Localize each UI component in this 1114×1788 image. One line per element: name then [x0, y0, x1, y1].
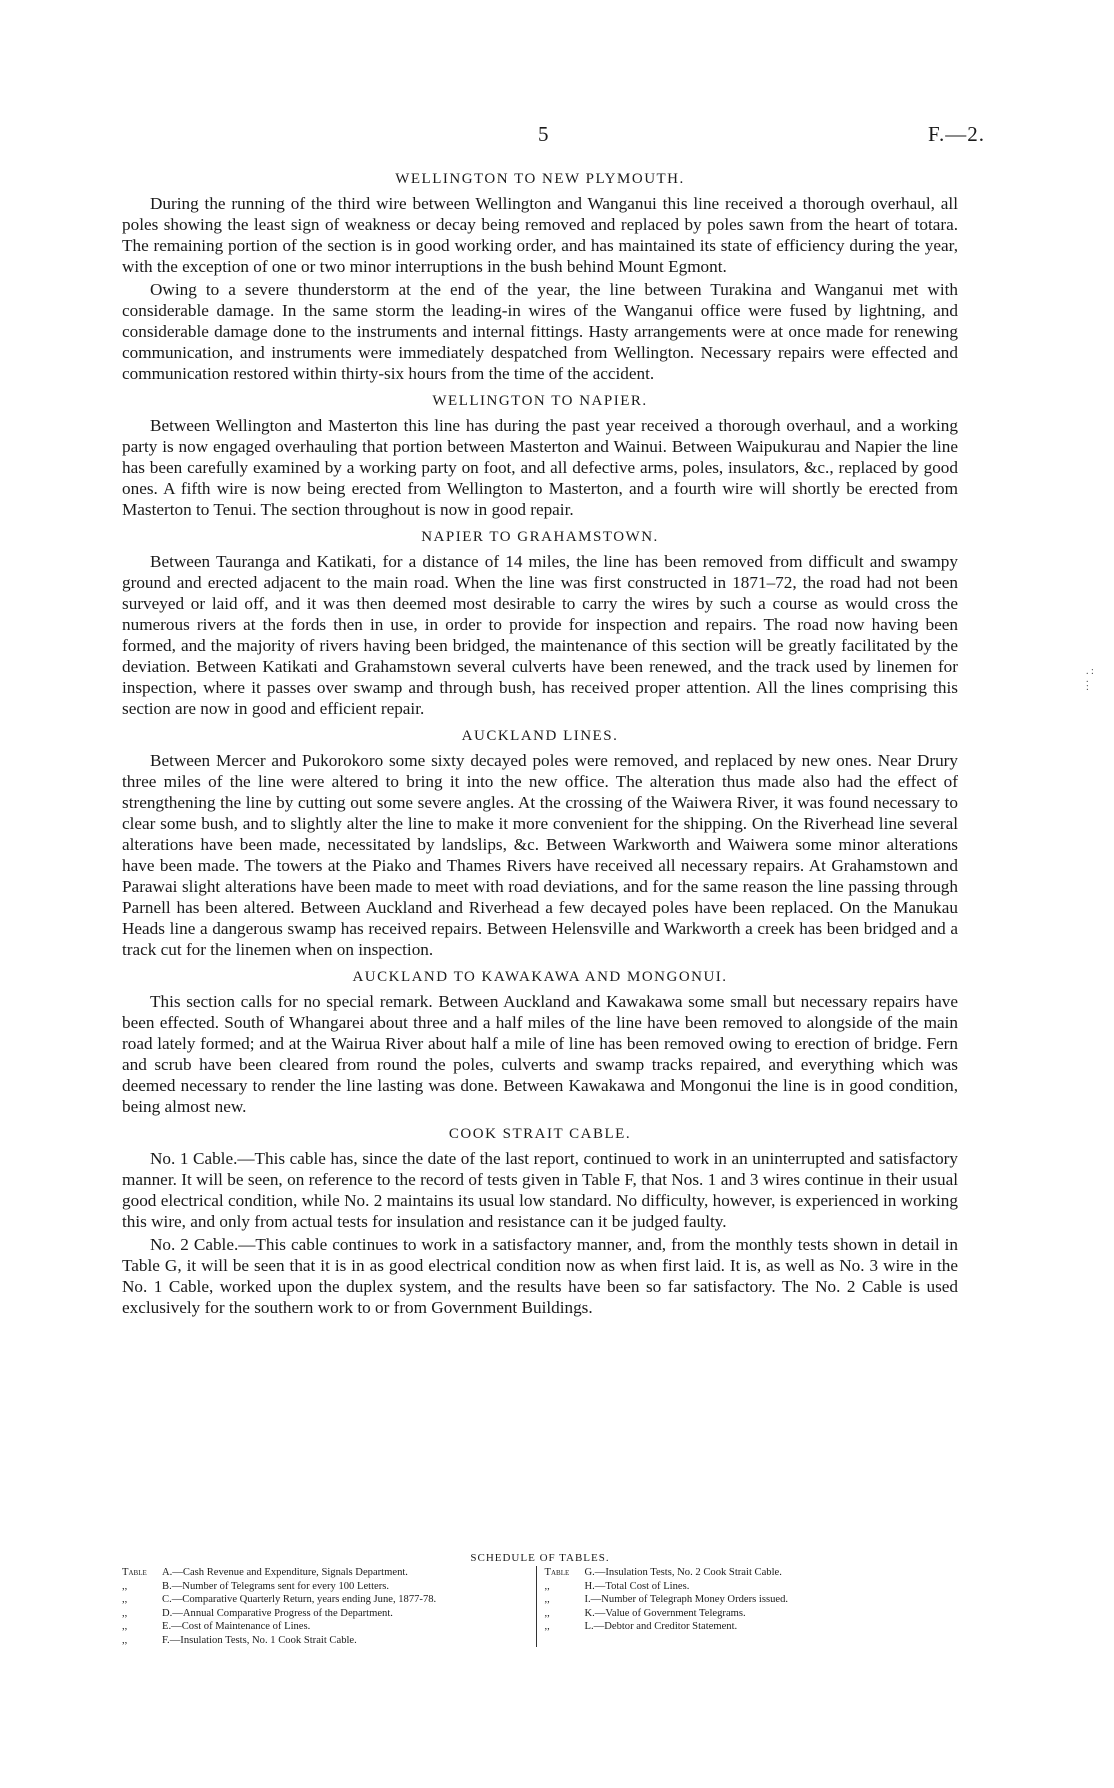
section	[122, 390, 958, 520]
schedule-entry-text: F.—Insulation Tests, No. 1 Cook Strait Cable.	[162, 1634, 357, 1646]
page-number: 5	[538, 122, 549, 146]
paragraph: No. 1 Cable.—This cable has, since the date of the last report, continued to work in an uninterrupted and satisfactory manner. It will be seen, on reference to the record of tests given in Table F, that Nos. 1 and 3 wires continue in their usual good electrical condition, while No. 2 maintains its usual low standard. No difficulty, however, is experienced in working this wire, and only from actual tests for insulation and resistance can it be judged faulty.	[122, 1149, 958, 1231]
section-heading: WELLINGTON TO NAPIER.	[432, 393, 648, 409]
schedule-right-column	[536, 1566, 959, 1647]
schedule-entry	[545, 1566, 959, 1580]
paragraph: During the running of the third wire between Wellington and Wanganui this line received a thorough overhaul, all poles showing the least sign of weakness or decay being removed and replaced by poles sawn from the heart of totara. The remaining portion of the section is in good working order, and has maintained its state of efficiency during the year, with the exception of one or two minor interruptions in the bush behind Mount Egmont.	[122, 194, 958, 276]
section	[122, 966, 958, 1117]
section	[122, 168, 958, 384]
document-code: F.—2.	[928, 122, 985, 146]
schedule-entry-text: G.—Insulation Tests, No. 2 Cook Strait Cable.	[584, 1567, 782, 1578]
schedule-entry-prefix: ,,	[122, 1621, 128, 1632]
paragraph: Owing to a severe thunderstorm at the end of the year, the line between Turakina and Wanganui met with considerable damage. In the same storm the leading-in wires of the Wanganui office were fused by lightning, and considerable damage done to the instruments and internal fittings. Hasty arrangements were at once made for renewing communication, and instruments were immediately despatched from Wellington. Necessary repairs were effected and communication restored within thirty-six hours from the time of the accident.	[122, 280, 958, 383]
schedule-entry	[122, 1620, 536, 1634]
schedule-entry-text: H.—Total Cost of Lines.	[584, 1580, 690, 1592]
section-heading: AUCKLAND LINES.	[461, 728, 619, 744]
schedule-entry	[122, 1607, 536, 1621]
section	[122, 1123, 958, 1318]
paragraph: This section calls for no special remark. Between Auckland and Kawakawa some small but necessary repairs have been effected. South of Whangarei about three and a half miles of the line have been removed to alongside of the main road lately formed; and at the Wairua River about half a mile of line has been removed owing to erection of bridge. Fern and scrub have been cleared from round the poles, culverts and swamp tracks repaired, and everything which was deemed necessary to render the line lasting was done. Between Kawakawa and Mongonui the line is in good condition, being almost new.	[122, 992, 958, 1116]
schedule-entry-text: E.—Cost of Maintenance of Lines.	[162, 1621, 311, 1632]
schedule-entry	[122, 1580, 536, 1594]
schedule-entry	[545, 1620, 959, 1634]
schedule-entry-text: K.—Value of Government Telegrams.	[584, 1607, 746, 1619]
section-heading: NAPIER TO GRAHAMSTOWN.	[421, 529, 659, 545]
schedule-entry-prefix: ,,	[122, 1594, 128, 1605]
schedule-left-column	[122, 1566, 536, 1647]
paragraph: Between Wellington and Masterton this line has during the past year received a thorough overhaul, and a working party is now engaged overhauling that portion between Masterton and Wainui. Between Waipukurau and Napier the line has been carefully examined by a working party on foot, and all defective arms, poles, insulators, &c., replaced by good ones. A fifth wire is now being erected from Wellington to Masterton, and a fourth wire will shortly be erected from Masterton to Tenui. The section throughout is now in good repair.	[122, 416, 958, 519]
schedule-entry-text: L.—Debtor and Creditor Statement.	[584, 1621, 738, 1632]
schedule-entry-prefix: Table	[122, 1567, 147, 1578]
schedule-entry-prefix: Table	[544, 1567, 570, 1578]
schedule-entry-prefix: ,,	[544, 1607, 550, 1619]
schedule-title: SCHEDULE OF TABLES.	[470, 1552, 610, 1564]
schedule-entry	[122, 1593, 536, 1607]
section-heading: COOK STRAIT CABLE.	[448, 1126, 632, 1142]
paragraph: No. 2 Cable.—This cable continues to work in a satisfactory manner, and, from the monthly tests shown in detail in Table G, it will be seen that it is in as good electrical condition now as when first laid. It is, as well as No. 3 wire in the No. 1 Cable, worked upon the duplex system, and the results have been so far satisfactory. The No. 2 Cable is used exclusively for the southern work to or from Government Buildings.	[122, 1235, 958, 1317]
section-heading: WELLINGTON TO NEW PLYMOUTH.	[395, 171, 685, 187]
schedule-entry	[122, 1634, 536, 1648]
section-heading: AUCKLAND TO KAWAKAWA AND MONGONUI.	[352, 969, 728, 985]
paragraph: Between Mercer and Pukorokoro some sixty decayed poles were removed, and replaced by new ones. Near Drury three miles of the line were altered to bring it into the new office. The alteration thus made also had the effect of strengthening the line by cutting out some severe angles. At the crossing of the Waiwera River, it was found necessary to clear some bush, and to slightly alter the line to make it more convenient for the shipping. On the Riverhead line several alterations have been made, necessitated by landslips, &c. Between Warkworth and Waiwera some minor alterations have been made. The towers at the Piako and Thames Rivers have received all necessary repairs. At Grahamstown and Parawai slight alterations have been made to meet with road deviations, and for the same reason the line passing through Parnell has been altered. Between Auckland and Riverhead a few decayed poles have been replaced. On the Manukau Heads line a dangerous swamp has received repairs. Between Helensville and Warkworth a creek has been bridged and a track cut for the linemen when on inspection.	[122, 751, 958, 959]
margin-marks: . : . :	[1086, 666, 1094, 693]
schedule-entry-text: B.—Number of Telegrams sent for every 100 Letters.	[162, 1580, 390, 1592]
schedule-entry	[545, 1593, 959, 1607]
schedule-of-tables	[122, 1552, 958, 1647]
schedule-entry	[545, 1607, 959, 1621]
schedule-entry-text: C.—Comparative Quarterly Return, years ending June, 1877-78.	[162, 1594, 437, 1605]
schedule-entry-prefix: ,,	[122, 1607, 128, 1619]
schedule-entry-text: D.—Annual Comparative Progress of the Department.	[162, 1607, 393, 1619]
schedule-entry	[122, 1566, 536, 1580]
schedule-entry-prefix: ,,	[544, 1594, 550, 1605]
schedule-entry-text: A.—Cash Revenue and Expenditure, Signals Department.	[162, 1567, 408, 1578]
schedule-entry-prefix: ,,	[544, 1580, 550, 1592]
paragraph: Between Tauranga and Katikati, for a distance of 14 miles, the line has been removed from difficult and swampy ground and erected adjacent to the main road. When the line was first constructed in 1871–72, the road had not been surveyed or laid off, and it was then deemed most desirable to carry the wires by such a course as would cross the numerous rivers at the fords then in use, in order to provide for inspection and repairs. The road now having been formed, and the majority of rivers having been bridged, the maintenance of this section will be greatly facilitated by the deviation. Between Katikati and Grahamstown several culverts have been renewed, and the track used by linemen for inspection, where it passes over swamp and through bush, has received proper attention. All the lines comprising this section are now in good and efficient repair.	[122, 552, 958, 718]
document-body	[122, 168, 958, 1324]
schedule-entry-prefix: ,,	[122, 1634, 128, 1646]
section	[122, 725, 958, 960]
schedule-entry	[545, 1580, 959, 1594]
schedule-entry-text: I.—Number of Telegraph Money Orders issued.	[584, 1594, 789, 1605]
schedule-entry-prefix: ,,	[544, 1621, 550, 1632]
section	[122, 526, 958, 719]
schedule-entry-prefix: ,,	[122, 1580, 128, 1592]
